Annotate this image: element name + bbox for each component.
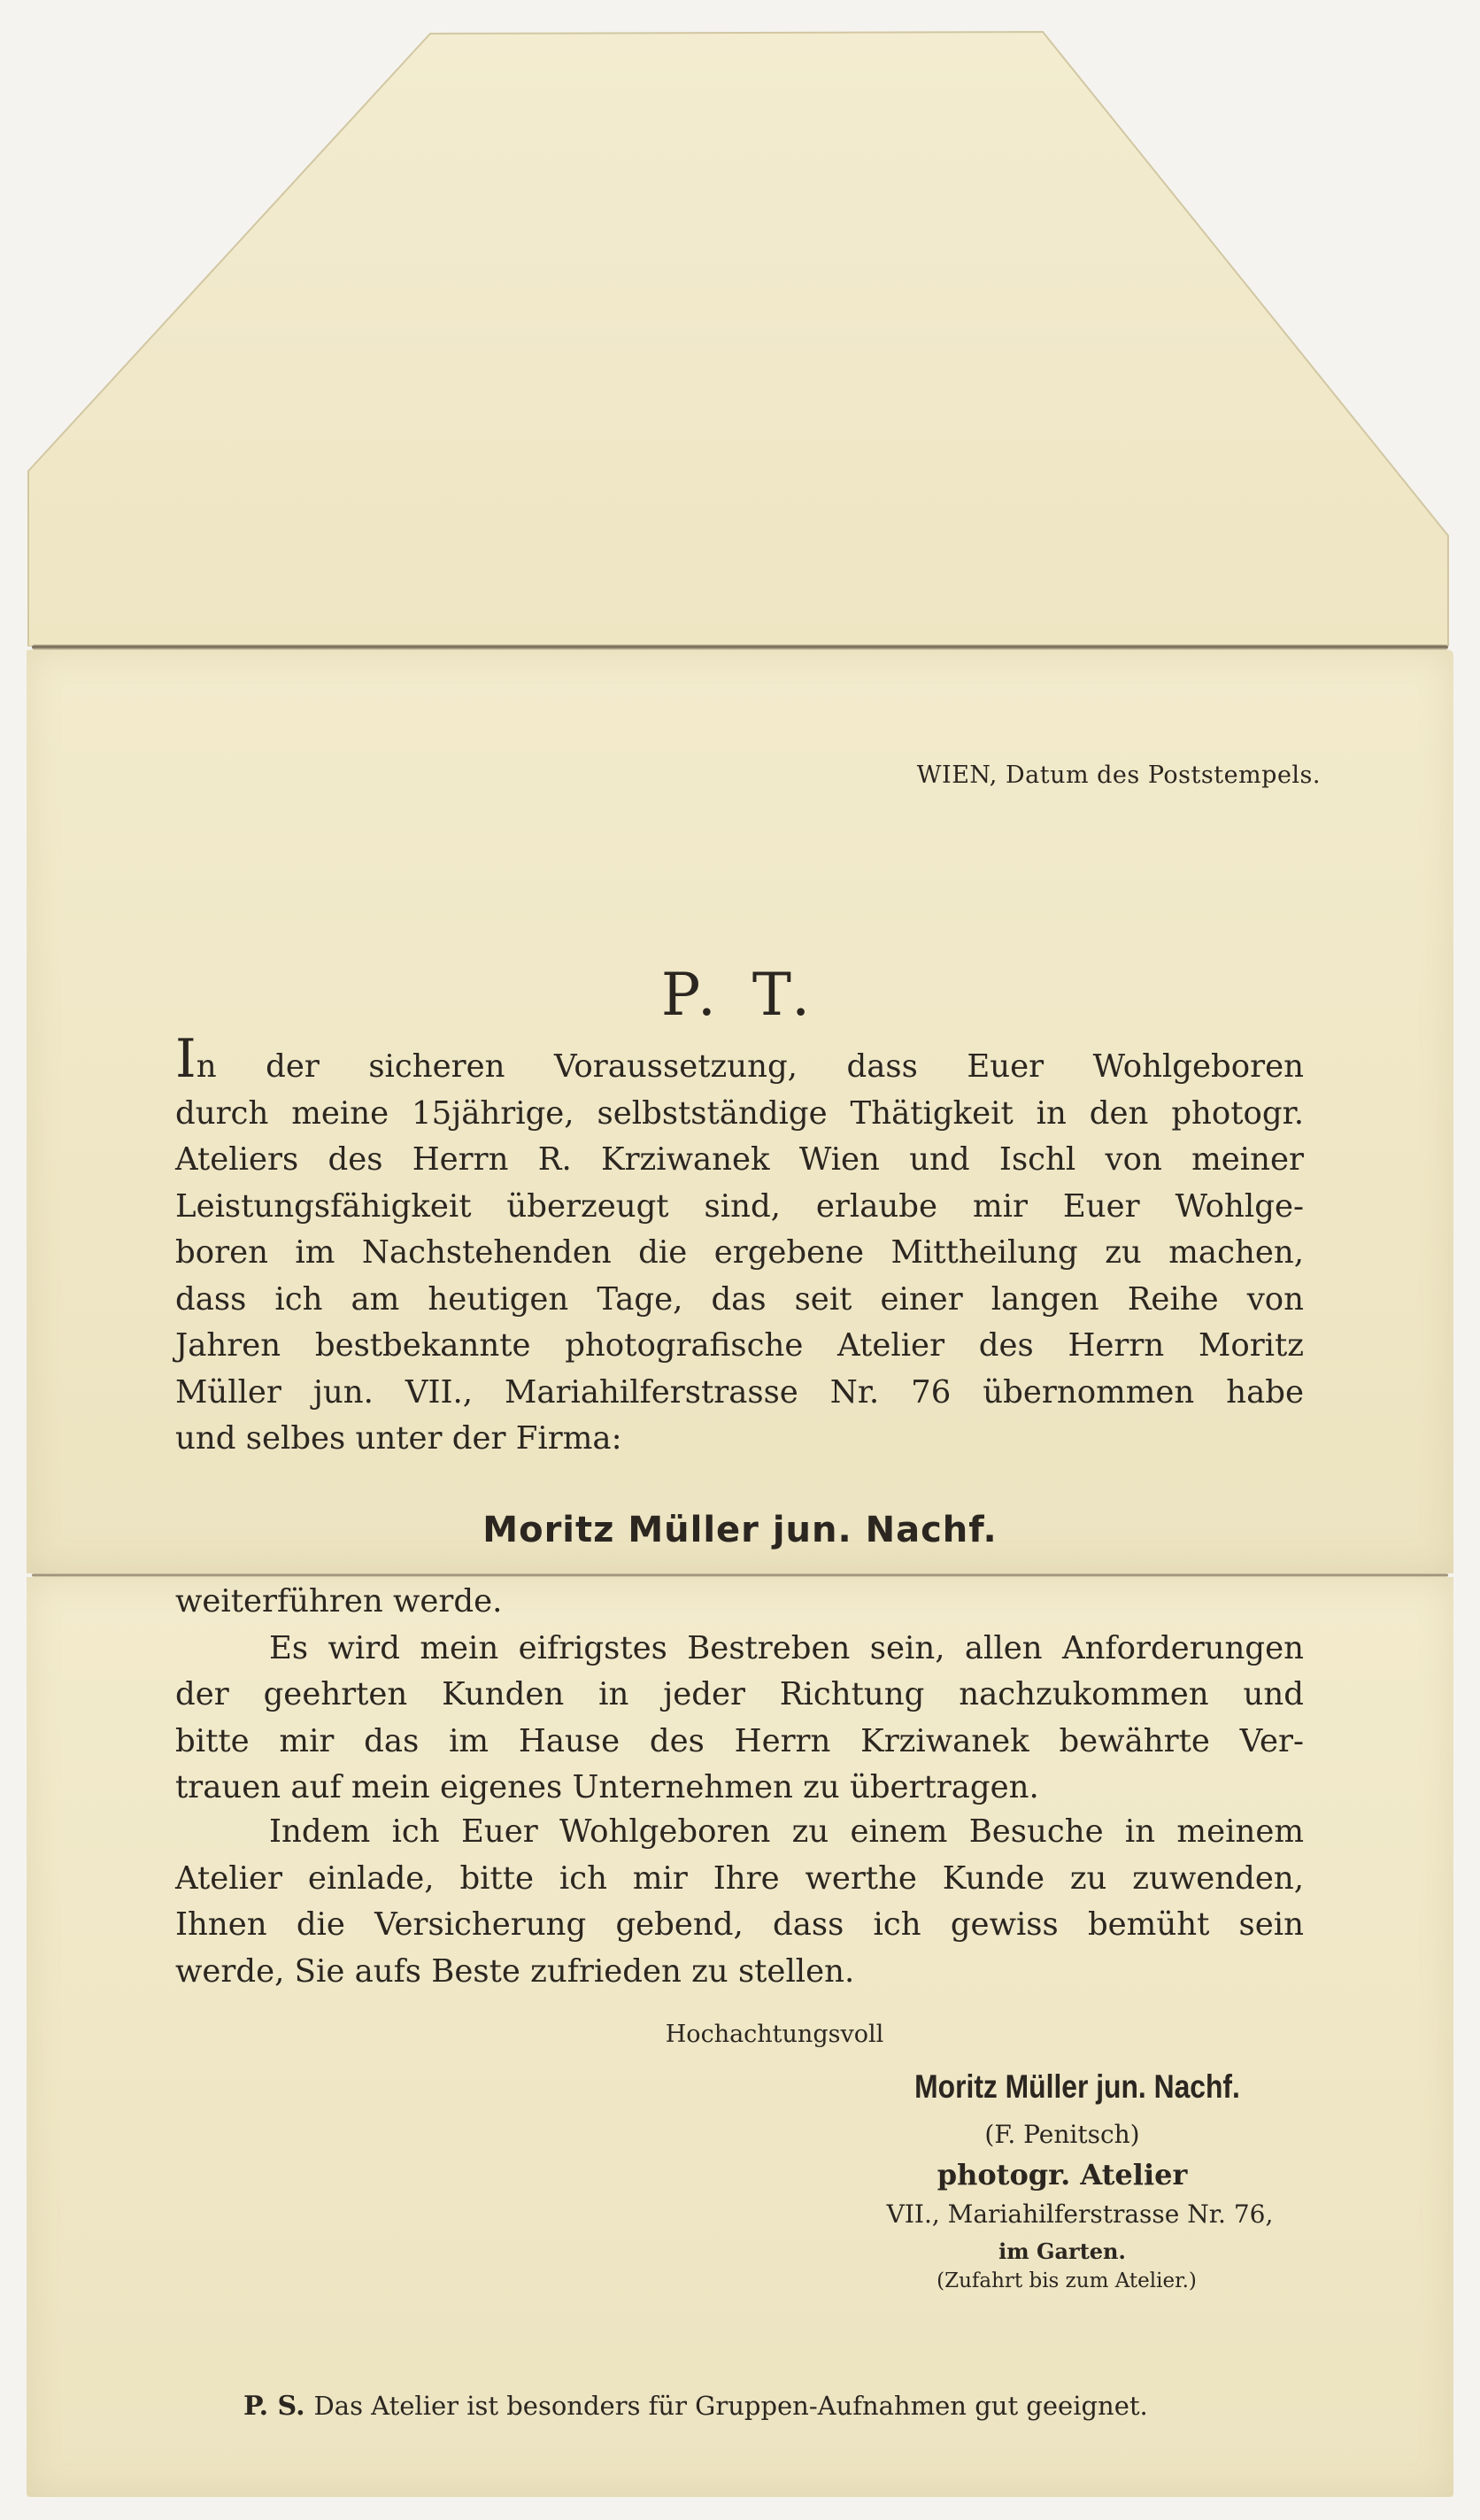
postscript-label: P. S. bbox=[243, 2391, 305, 2422]
envelope-flap bbox=[25, 27, 1452, 646]
postscript-text: Das Atelier ist besonders für Gruppen-Aufnahmen gut geeignet. bbox=[313, 2391, 1148, 2421]
paragraph-invitation bbox=[175, 1809, 1304, 1995]
signature-atelier: photogr. Atelier bbox=[937, 2158, 1188, 2191]
postscript bbox=[243, 2391, 1148, 2422]
text-line: dass ich am heutigen Tage, das seit einer langen Reihe von bbox=[175, 1280, 1304, 1318]
text-line: boren im Nachstehenden die ergebene Mittheilung zu machen, bbox=[175, 1234, 1304, 1271]
text-line bbox=[175, 1028, 1304, 1091]
dateline: WIEN, Datum des Poststempels. bbox=[916, 761, 1321, 789]
signature-garden-note: im Garten. bbox=[998, 2238, 1126, 2264]
text-line: Müller jun. VII., Mariahilferstrasse Nr. 76 übernommen habe bbox=[175, 1373, 1304, 1411]
text-line: durch meine 15jährige, selbstständige Thätigkeit in den photogr. bbox=[175, 1094, 1304, 1132]
text-line: Es wird mein eifrigstes Bestreben sein, allen Anforderungen bbox=[269, 1629, 1304, 1666]
paragraph-announcement bbox=[175, 1028, 1304, 1463]
firm-name-heading: Moritz Müller jun. Nachf. bbox=[482, 1510, 998, 1550]
signature-address: VII., Mariahilferstrasse Nr. 76, bbox=[886, 2199, 1274, 2229]
text-line: Jahren bestbekannte photografische Atelier des Herrn Moritz bbox=[175, 1327, 1304, 1364]
signature-access-note: (Zufahrt bis zum Atelier.) bbox=[937, 2269, 1197, 2292]
salutation-heading: P. T. bbox=[660, 961, 820, 1029]
text-line: Ihnen die Versicherung gebend, dass ich gewiss bemüht sein bbox=[175, 1906, 1304, 1943]
text-line: bitte mir das im Hause des Herrn Krziwanek bewährte Ver- bbox=[175, 1722, 1304, 1759]
text-line: werde, Sie aufs Beste zufrieden zu stellen. bbox=[175, 1952, 855, 1990]
text-line: der geehrten Kunden in jeder Richtung nachzukommen und bbox=[175, 1676, 1304, 1712]
text-line: Ateliers des Herrn R. Krziwanek Wien und Ischl von meiner bbox=[175, 1141, 1304, 1178]
signature-owner: (F. Penitsch) bbox=[984, 2120, 1140, 2149]
paragraph-commitment bbox=[175, 1579, 1304, 1812]
text-line: und selbes unter der Firma: bbox=[175, 1420, 622, 1457]
signature-firm-name: Moritz Müller jun. Nachf. bbox=[914, 2068, 1240, 2105]
text-line: weiterführen werde. bbox=[175, 1583, 503, 1619]
text-line: trauen auf mein eigenes Unternehmen zu übertragen. bbox=[175, 1769, 1039, 1805]
closing-salutation: Hochachtungsvoll bbox=[665, 2021, 884, 2048]
drop-cap: I bbox=[175, 1028, 197, 1090]
text-line-content: n der sicheren Voraussetzung, dass Euer Wohlgeboren bbox=[196, 1048, 1304, 1085]
text-line: Indem ich Euer Wohlgeboren zu einem Besuche in meinem bbox=[269, 1813, 1304, 1850]
fold-crease-middle bbox=[32, 1573, 1448, 1577]
text-line: Leistungsfähigkeit überzeugt sind, erlaube mir Euer Wohlge- bbox=[175, 1187, 1304, 1225]
text-line: Atelier einlade, bitte ich mir Ihre werthe Kunde zu zuwenden, bbox=[175, 1859, 1304, 1897]
